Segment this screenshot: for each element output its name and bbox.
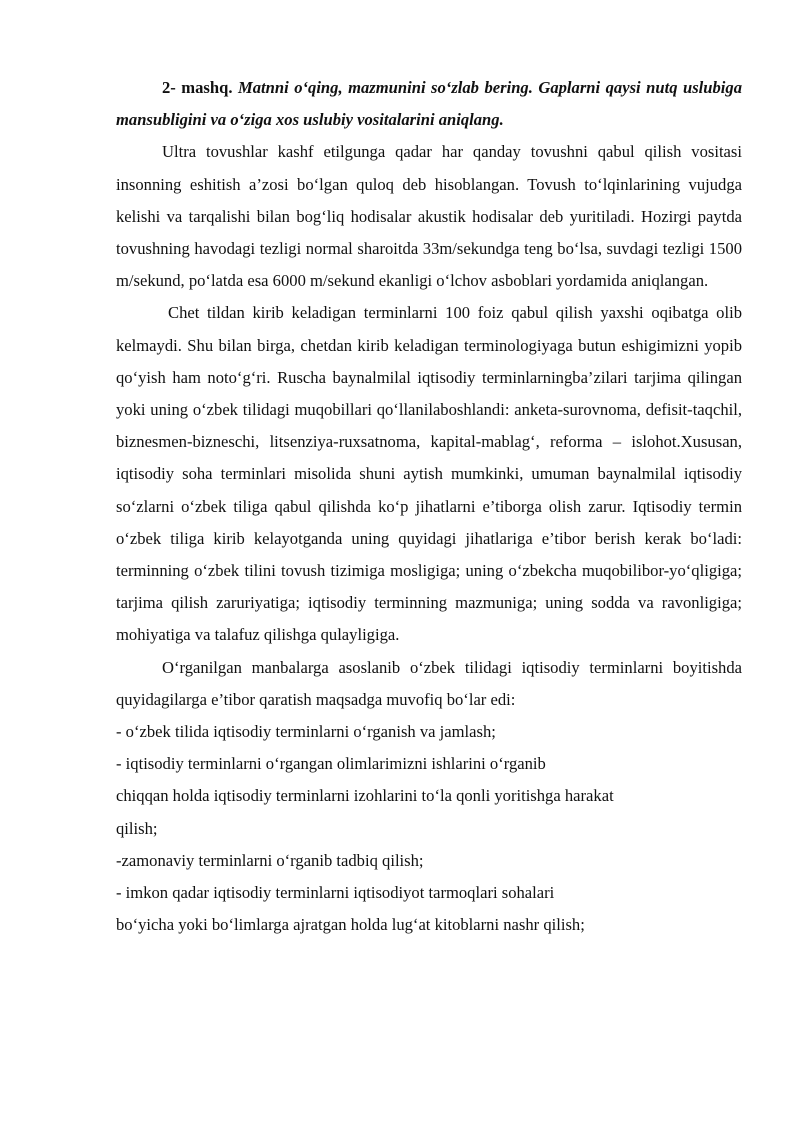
task-instruction: Matnni o‘qing, mazmunini so‘zlab bering. Gaplarni qaysi nutq uslubiga mansubligini va o‘ziga xos uslubiy vositalarini aniqlang. bbox=[116, 78, 742, 130]
list-line: bo‘yicha yoki bo‘limlarga ajratgan holda lug‘at kitoblarni nashr qilish; bbox=[116, 915, 585, 935]
list-line: -zamonaviy terminlarni o‘rganib tadbiq qilish; bbox=[116, 850, 424, 870]
paragraph-ultrasound: Ultra tovushlar kashf etilgunga qadar har qanday tovushni qabul qilish vositasi insonning eshitish a’zosi bo‘lgan quloq deb hisoblangan. Tovush to‘lqinlarining vujudga kelishi va tarqalishi bilan bog‘liq hodisalar akustik hodisalar deb yuritiladi. Hozirgi paytda tovushning havodagi tezligi normal sharoitda 33m/sekundga teng bo‘lsa, suvdagi tezligi 1500 m/sekund, po‘latda esa 6000 m/sekund ekanligi o‘lchov asboblari yordamida aniqlangan. bbox=[116, 142, 742, 291]
document-body bbox=[116, 72, 742, 941]
paragraph-sources: O‘rganilgan manbalarga asoslanib o‘zbek tilidagi iqtisodiy terminlarni boyitishda quyidagilarga e’tibor qaratish maqsadga muvofiq bo‘lar edi: bbox=[116, 657, 742, 709]
list-line: - iqtisodiy terminlarni o‘rgangan olimlarimizni ishlarini o‘rganib bbox=[116, 754, 546, 774]
list-line: - imkon qadar iqtisodiy terminlarni iqtisodiyot tarmoqlari sohalari bbox=[116, 883, 555, 903]
task-heading bbox=[116, 72, 742, 136]
list-line: - o‘zbek tilida iqtisodiy terminlarni o‘rganish va jamlash; bbox=[116, 722, 496, 742]
paragraph-foreign-terms: Chet tildan kirib keladigan terminlarni 100 foiz qabul qilish yaxshi oqibatga olib kelmaydi. Shu bilan birga, chetdan kirib keladigan terminologiyaga butun eshigimizni yopib qo‘yish ham noto‘g‘ri. Ruscha baynalmilal iqtisodiy terminlarningba’zilari tarjima qilingan yoki uning o‘zbek tilidagi muqobillari qo‘llanilaboshlandi: anketa-surovnoma, defisit-taqchil, biznesmen-bizneschi, litsenziya-ruxsatnoma, kapital-mablag‘, reforma – islohot.Xususan, iqtisodiy soha terminlari misolida shuni aytish mumkinki, umuman baynalmilal iqtisodiy so‘zlarni o‘zbek tiliga qabul qilishda ko‘p jihatlarni e’tiborga olish zarur. Iqtisodiy termin o‘zbek tiliga kirib kelayotganda uning quyidagi jihatlariga e’tibor berish kerak bo‘ladi: terminning o‘zbek tilini tovush tizimiga mosligiga; uning o‘zbekcha muqobilibor-yo‘qligiga; tarjima qilish zaruriyatiga; iqtisodiy terminning mazmuniga; uning sodda va ravonligiga; mohiyatiga va talafuz qilishga qulayligiga. bbox=[116, 303, 742, 645]
list-line: qilish; bbox=[116, 818, 158, 838]
task-number: 2- mashq. bbox=[162, 78, 233, 97]
list-line: chiqqan holda iqtisodiy terminlarni izohlarini to‘la qonli yoritishga harakat bbox=[116, 786, 614, 806]
